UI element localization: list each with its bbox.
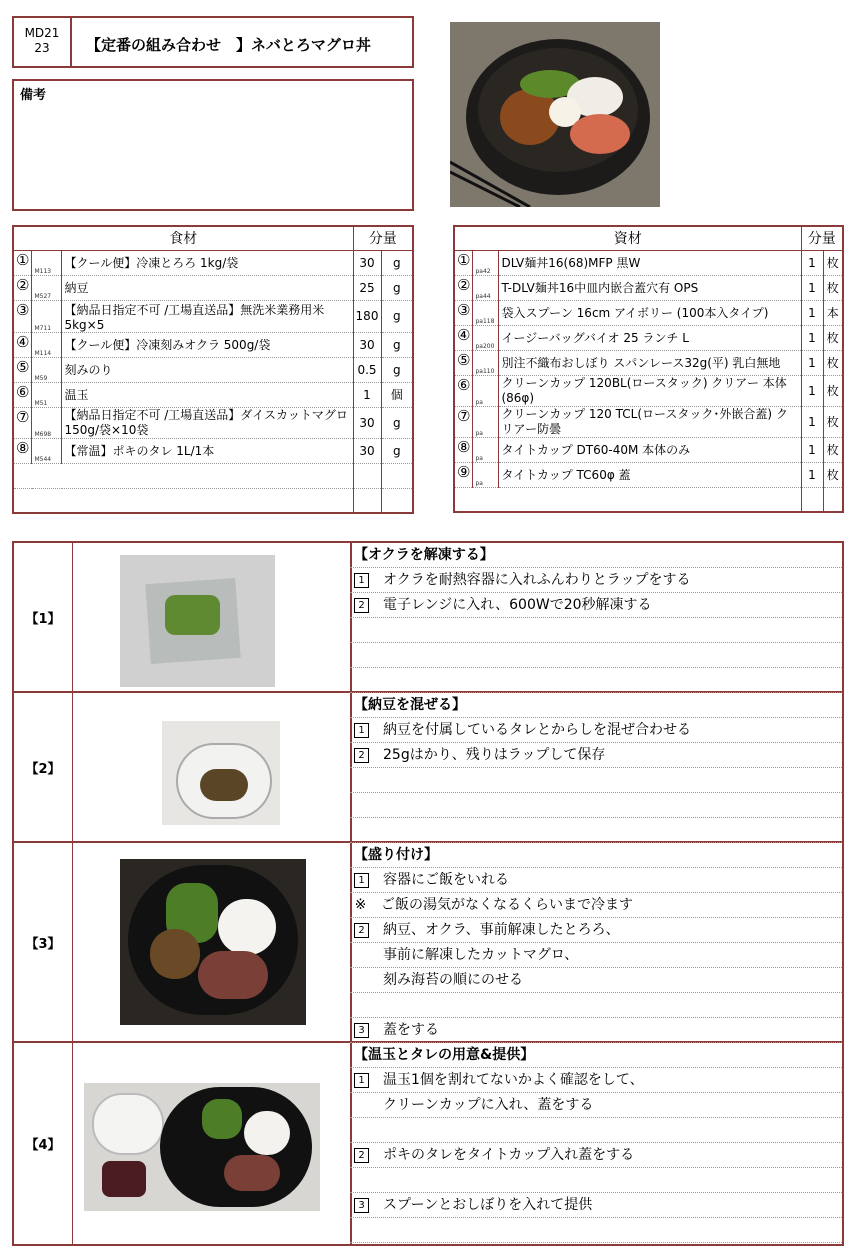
step-text: スプーンとおしぼりを入れて提供 <box>383 1197 593 1213</box>
step-text: ポキのタレをタイトカップ入れ蓋をする <box>383 1147 635 1163</box>
step-text: オクラを耐熱容器に入れふんわりとラップをする <box>383 572 691 588</box>
item-name: 別注不織布おしぼり スパンレース32g(平) 乳白無地 <box>499 350 801 375</box>
step-row <box>14 693 842 843</box>
table-row <box>13 407 413 438</box>
step-marker: 1 <box>354 723 369 738</box>
item-code: pa <box>473 406 499 437</box>
item-quantity: 1 <box>801 437 823 462</box>
step-line <box>350 893 842 918</box>
item-quantity: 1 <box>801 250 823 275</box>
item-quantity: 30 <box>353 438 381 463</box>
step-line <box>350 1143 842 1168</box>
item-code: M113 <box>32 250 62 275</box>
step-text: 蓋をする <box>383 1022 439 1038</box>
item-unit: g <box>381 275 413 300</box>
step-text: 電子レンジに入れ、600Wで20秒解凍する <box>383 597 652 613</box>
item-name: クリーンカップ 120 TCL(ロースタック･外嵌合蓋) クリアー防曇 <box>499 406 801 437</box>
step-text: 温玉1個を割れてないかよく確認をして、 <box>383 1072 644 1088</box>
materials-table <box>453 225 844 513</box>
step-instructions <box>350 1043 842 1244</box>
step-instructions <box>350 693 842 841</box>
item-quantity: 30 <box>353 250 381 275</box>
item-unit: g <box>381 357 413 382</box>
step-number: 【4】 <box>14 1043 73 1244</box>
step-marker: ※ <box>354 897 367 913</box>
step-photo-cell <box>72 843 352 1041</box>
row-number: ⑥ <box>13 382 32 407</box>
step-title: 【温玉とタレの用意&提供】 <box>350 1043 842 1068</box>
table-row <box>454 375 843 406</box>
step-text: 25gはかり、残りはラップして保存 <box>383 747 606 763</box>
table-row <box>454 275 843 300</box>
item-unit: g <box>381 438 413 463</box>
item-name: DLV麺丼16(68)MFP 黒W <box>499 250 801 275</box>
item-code: pa118 <box>473 300 499 325</box>
step-line <box>350 1068 842 1093</box>
empty-row <box>13 463 413 488</box>
step-photo <box>162 721 280 825</box>
step-line <box>350 1018 842 1043</box>
item-quantity: 30 <box>353 407 381 438</box>
item-name: タイトカップ TC60φ 蓋 <box>499 462 801 487</box>
item-code: pa42 <box>473 250 499 275</box>
item-code: pa <box>473 375 499 406</box>
row-number: ⑥ <box>454 375 473 406</box>
step-marker: 1 <box>354 1073 369 1088</box>
remarks-label: 備考 <box>20 88 47 103</box>
materials-header: 資材 <box>454 226 801 250</box>
row-number: ① <box>13 250 32 275</box>
item-unit: 枚 <box>823 462 843 487</box>
ingredients-header: 食材 <box>13 226 353 250</box>
row-number: ⑨ <box>454 462 473 487</box>
ingredients-qty-header: 分量 <box>353 226 413 250</box>
item-quantity: 30 <box>353 332 381 357</box>
step-instructions <box>350 543 842 691</box>
item-code: M527 <box>32 275 62 300</box>
recipe-title: 【定番の組み合わせ 】ネバとろマグロ丼 <box>70 16 414 68</box>
step-line <box>350 868 842 893</box>
step-number: 【1】 <box>14 543 73 691</box>
step-photo-cell <box>72 1043 352 1244</box>
step-line <box>350 1093 842 1118</box>
remarks-box <box>12 79 414 211</box>
step-title: 【盛り付け】 <box>350 843 842 868</box>
step-text: 納豆、オクラ、事前解凍したとろろ、 <box>383 922 620 938</box>
row-number: ③ <box>454 300 473 325</box>
step-line <box>350 1218 842 1243</box>
item-quantity: 1 <box>801 462 823 487</box>
item-unit: g <box>381 407 413 438</box>
item-quantity: 1 <box>353 382 381 407</box>
item-code: M114 <box>32 332 62 357</box>
table-row <box>454 350 843 375</box>
row-number: ② <box>13 275 32 300</box>
step-instructions <box>350 843 842 1041</box>
row-number: ⑦ <box>13 407 32 438</box>
step-marker: 2 <box>354 923 369 938</box>
table-row <box>454 406 843 437</box>
step-photo-cell <box>72 543 352 691</box>
item-name: 【納品日指定不可 /工場直送品】ダイスカットマグロ 150g/袋×10袋 <box>62 407 353 438</box>
item-name: 【クール便】冷凍刻みオクラ 500g/袋 <box>62 332 353 357</box>
materials-qty-header: 分量 <box>801 226 843 250</box>
item-unit: 本 <box>823 300 843 325</box>
step-line <box>350 1193 842 1218</box>
item-quantity: 1 <box>801 275 823 300</box>
table-row <box>13 438 413 463</box>
item-quantity: 1 <box>801 406 823 437</box>
item-name: 【クール便】冷凍とろろ 1kg/袋 <box>62 250 353 275</box>
step-line <box>350 718 842 743</box>
item-unit: g <box>381 300 413 332</box>
item-unit: g <box>381 332 413 357</box>
step-line <box>350 618 842 643</box>
step-marker: 2 <box>354 748 369 763</box>
step-row <box>14 1043 842 1244</box>
ingredients-table <box>12 225 414 514</box>
step-text: 刻み海苔の順にのせる <box>383 972 523 988</box>
item-name: 温玉 <box>62 382 353 407</box>
step-marker: 1 <box>354 573 369 588</box>
table-row <box>454 462 843 487</box>
step-photo <box>84 1083 320 1211</box>
item-code: pa110 <box>473 350 499 375</box>
item-unit: 枚 <box>823 406 843 437</box>
step-number: 【3】 <box>14 843 73 1041</box>
recipe-code-text: MD2123 <box>24 26 60 55</box>
row-number: ④ <box>454 325 473 350</box>
item-unit: 枚 <box>823 375 843 406</box>
row-number: ⑦ <box>454 406 473 437</box>
table-row <box>13 300 413 332</box>
row-number: ④ <box>13 332 32 357</box>
step-row <box>14 543 842 693</box>
step-title: 【オクラを解凍する】 <box>350 543 842 568</box>
table-row <box>454 437 843 462</box>
item-name: 【納品日指定不可 /工場直送品】無洗米業務用米5kg×5 <box>62 300 353 332</box>
row-number: ⑤ <box>13 357 32 382</box>
row-number: ⑧ <box>13 438 32 463</box>
item-code: M711 <box>32 300 62 332</box>
item-code: pa44 <box>473 275 499 300</box>
step-line <box>350 568 842 593</box>
step-text: 納豆を付属しているタレとからしを混ぜ合わせる <box>383 722 691 738</box>
step-line <box>350 743 842 768</box>
step-marker: 3 <box>354 1023 369 1038</box>
step-photo <box>120 555 275 687</box>
item-unit: 枚 <box>823 350 843 375</box>
item-name: イージーバッグバイオ 25 ランチ L <box>499 325 801 350</box>
table-row <box>13 382 413 407</box>
step-number: 【2】 <box>14 693 73 841</box>
step-line <box>350 943 842 968</box>
step-line <box>350 818 842 843</box>
row-number: ② <box>454 275 473 300</box>
step-marker: 2 <box>354 598 369 613</box>
table-row <box>13 332 413 357</box>
item-unit: 枚 <box>823 437 843 462</box>
item-name: 納豆 <box>62 275 353 300</box>
item-quantity: 180 <box>353 300 381 332</box>
item-code: M59 <box>32 357 62 382</box>
row-number: ① <box>454 250 473 275</box>
row-number: ⑧ <box>454 437 473 462</box>
item-code: pa200 <box>473 325 499 350</box>
step-text: ご飯の湯気がなくなるくらいまで冷ます <box>381 897 633 913</box>
item-unit: 枚 <box>823 250 843 275</box>
finished-dish-photo <box>450 22 660 207</box>
step-line <box>350 993 842 1018</box>
item-quantity: 1 <box>801 300 823 325</box>
item-name: 【常温】ポキのタレ 1L/1本 <box>62 438 353 463</box>
row-number: ③ <box>13 300 32 332</box>
step-line <box>350 1168 842 1193</box>
item-name: クリーンカップ 120BL(ロースタック) クリアー 本体(86φ) <box>499 375 801 406</box>
recipe-code <box>12 16 72 68</box>
item-name: 袋入スプーン 16cm アイボリー (100本入タイプ) <box>499 300 801 325</box>
step-marker: 3 <box>354 1198 369 1213</box>
item-name: T-DLV麺丼16中皿内嵌合蓋穴有 OPS <box>499 275 801 300</box>
item-quantity: 1 <box>801 325 823 350</box>
item-unit: g <box>381 250 413 275</box>
step-line <box>350 793 842 818</box>
item-quantity: 1 <box>801 375 823 406</box>
procedure-steps <box>12 541 844 1246</box>
empty-row <box>13 488 413 513</box>
step-line <box>350 593 842 618</box>
table-row <box>13 275 413 300</box>
step-line <box>350 768 842 793</box>
step-line <box>350 643 842 668</box>
item-name: タイトカップ DT60-40M 本体のみ <box>499 437 801 462</box>
step-text: クリーンカップに入れ、蓋をする <box>383 1097 594 1113</box>
step-line <box>350 1118 842 1143</box>
item-code: M51 <box>32 382 62 407</box>
item-unit: 枚 <box>823 275 843 300</box>
step-line <box>350 968 842 993</box>
item-name: 刻みのり <box>62 357 353 382</box>
step-text: 容器にご飯をいれる <box>383 872 509 888</box>
table-row <box>13 250 413 275</box>
table-row <box>454 325 843 350</box>
step-title: 【納豆を混ぜる】 <box>350 693 842 718</box>
item-quantity: 25 <box>353 275 381 300</box>
item-quantity: 1 <box>801 350 823 375</box>
item-quantity: 0.5 <box>353 357 381 382</box>
item-unit: 枚 <box>823 325 843 350</box>
item-code: pa <box>473 462 499 487</box>
empty-row <box>454 487 843 512</box>
item-code: M698 <box>32 407 62 438</box>
step-marker: 2 <box>354 1148 369 1163</box>
step-row <box>14 843 842 1043</box>
step-line <box>350 918 842 943</box>
step-photo <box>120 859 306 1025</box>
row-number: ⑤ <box>454 350 473 375</box>
table-row <box>454 250 843 275</box>
item-code: M544 <box>32 438 62 463</box>
table-row <box>454 300 843 325</box>
step-line <box>350 668 842 693</box>
item-code: pa <box>473 437 499 462</box>
step-text: 事前に解凍したカットマグロ、 <box>383 947 579 963</box>
step-marker: 1 <box>354 873 369 888</box>
table-row <box>13 357 413 382</box>
step-photo-cell <box>72 693 352 841</box>
item-unit: 個 <box>381 382 413 407</box>
